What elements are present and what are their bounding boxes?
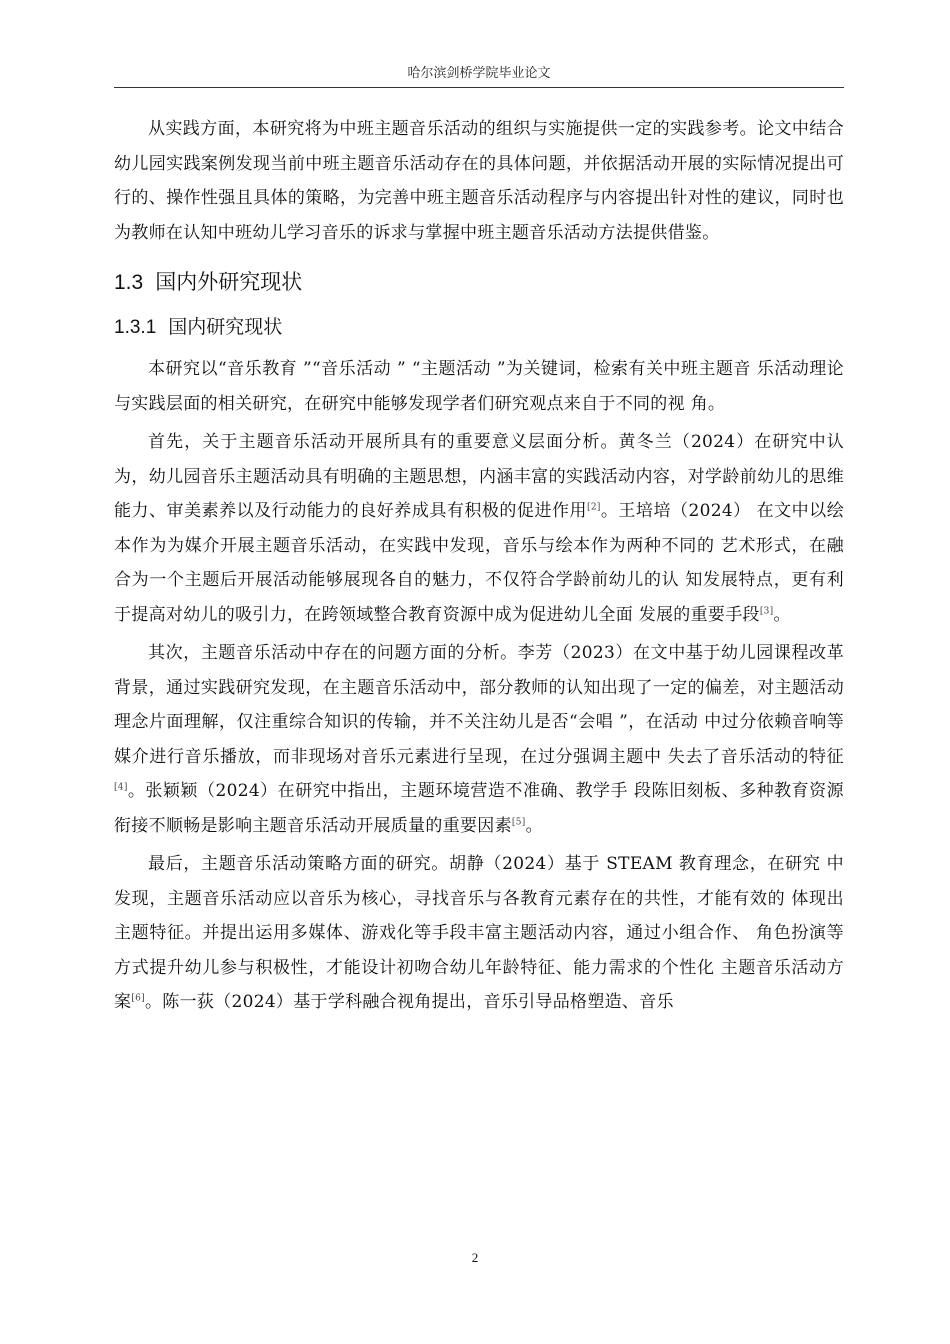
body-paragraph-problems [114, 636, 844, 843]
section-number: 1.3 [114, 271, 144, 294]
body-paragraph-keywords: 本研究以“音乐教育 ”“音乐活动 ” “主题活动 ”为关键词，检索有关中班主题音 乐活动理论与实践层面的相关研究，在研究中能够发现学者们研究观点来自于不同的视 角。 [114, 359, 844, 414]
citation-marker: [3] [759, 605, 774, 616]
subsection-heading [114, 311, 844, 344]
citation-marker: [4] [114, 782, 128, 793]
subsection-title: 国内研究现状 [168, 316, 283, 338]
paragraph-text: 其次，主题音乐活动中存在的问题方面的分析。李芳（2023）在文中基于幼儿园课程改革背景，通过实践研究发现，在主题音乐活动中，部分教师的认知出现了一定的偏差，对主题活动理念片面理解，仅注重综合知识的传输，并不关注幼儿是否“会唱 ”，在活动 中过分依赖音响等媒介进行音乐播放，而非现场对音乐元素进行呈现，在过分强调主题中 失去了音乐活动的特征 [114, 643, 844, 767]
paragraph-text: 。张颖颖（2024）在研究中指出，主题环境营造不准确、教学手 段陈旧刻板、多种教育资源衔接不顺畅是影响主题音乐活动开展质量的重要因素 [114, 781, 844, 836]
citation-marker: [2] [587, 502, 601, 513]
body-paragraph-strategies [114, 847, 844, 1020]
paragraph-text: 。 [773, 604, 791, 625]
citation-marker: [5] [511, 816, 526, 827]
body-paragraph-significance [114, 425, 844, 632]
paragraph-text: 。王培培（2024） 在文中以绘本作为为媒介开展主题音乐活动，在实践中发现，音乐与绘本作为两种不同的 艺术形式，在融合为一个主题后开展活动能够展现各自的魅力，不仅符合学龄前幼儿的认 知发展特点，更有利于提高对幼儿的吸引力，在跨领域整合教育资源中成为促进幼儿全面 发展的重要手段 [114, 501, 844, 625]
subsection-number: 1.3.1 [114, 317, 157, 338]
paragraph-text: 。 [525, 815, 543, 836]
paragraph-text: 最后，主题音乐活动策略方面的研究。胡静（2024）基于 STEAM 教育理念，在研究 中发现，主题音乐活动应以音乐为核心，寻找音乐与各教育元素存在的共性，才能有效的 体现出主题特征。并提出运用多媒体、游戏化等手段丰富主题活动内容，通过小组合作、 角色扮演等方式提升幼儿参与积极性，才能设计初吻合幼儿年龄特征、能力需求的个性化 主题音乐活动方案 [114, 854, 844, 1012]
page-body [114, 112, 844, 1020]
section-heading [114, 264, 844, 301]
citation-marker: [6] [131, 993, 145, 1004]
running-header: 哈尔滨剑桥学院毕业论文 [407, 66, 551, 81]
header-divider [114, 87, 844, 88]
page-number: 2 [471, 1250, 479, 1265]
paragraph-text: 首先，关于主题音乐活动开展所具有的重要意义层面分析。黄冬兰（2024）在研究中认为，幼儿园音乐主题活动具有明确的主题思想，内涵丰富的实践活动内容，对学龄前幼儿的思维能力、审美素养以及行动能力的良好养成具有积极的促进作用 [114, 432, 844, 521]
section-title: 国内外研究现状 [155, 270, 303, 294]
intro-paragraph: 从实践方面，本研究将为中班主题音乐活动的组织与实施提供一定的实践参考。论文中结合幼儿园实践案例发现当前中班主题音乐活动存在的具体问题，并依据活动开展的实际情况提出可行的、操作性强且具体的策略，为完善中班主题音乐活动程序与内容提出针对性的建议，同时也为教师在认知中班幼儿学习音乐的诉求与掌握中班主题音乐活动方法提供借鉴。 [114, 119, 844, 243]
paragraph-text: 。陈一荻（2024）基于学科融合视角提出，音乐引导品格塑造、音乐 [144, 992, 674, 1012]
